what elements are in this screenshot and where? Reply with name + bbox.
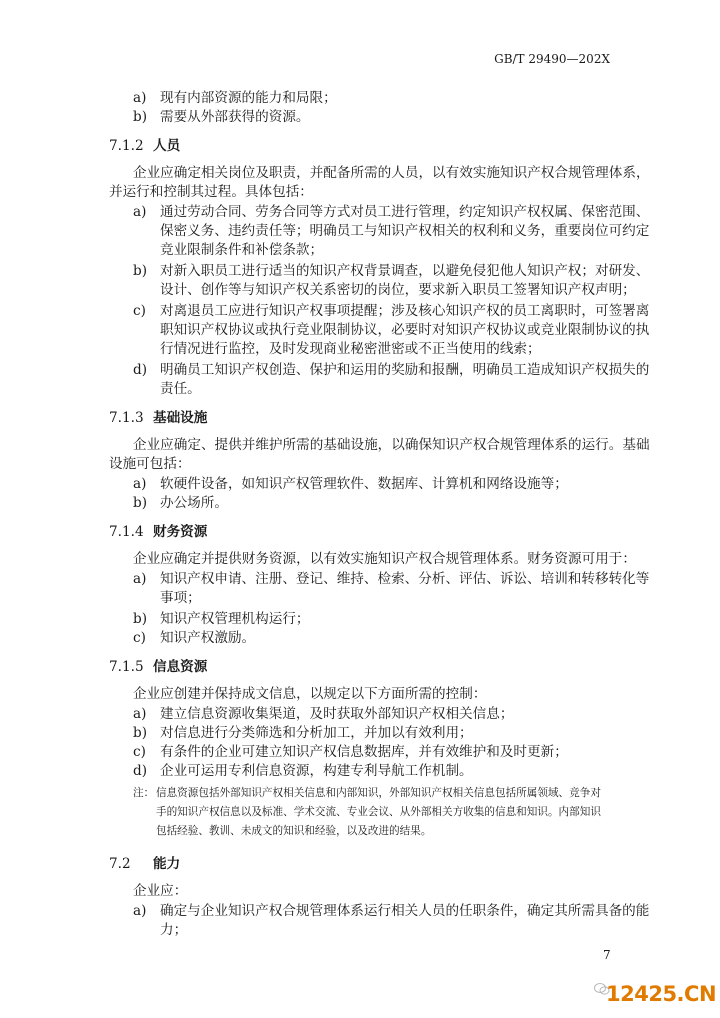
section-number: 7.1.3 [109, 410, 144, 426]
list-item [133, 92, 337, 106]
section-title: 人员 [153, 138, 181, 154]
list-marker: b) [133, 495, 148, 511]
list-marker: d) [133, 362, 148, 378]
section-number: 7.1.5 [109, 659, 144, 675]
section-number: 7.1.2 [109, 138, 144, 154]
section-heading [109, 858, 180, 872]
list-marker: a) [133, 571, 147, 587]
list-text: 知识产权管理机构运行； [160, 611, 310, 627]
list-text: 需要从外部获得的资源。 [160, 109, 310, 125]
list-marker: a) [133, 204, 147, 220]
list-text: 软硬件设备，如知识产权管理软件、数据库、计算机和网络设施等； [160, 476, 568, 492]
section-title: 财务资源 [153, 524, 208, 540]
note-text: 信息资源包括外部知识产权相关信息和内部知识，外部知识产权相关信息包括所属领域、竞争对 [156, 787, 601, 799]
list-marker: b) [133, 611, 148, 627]
list-marker: c) [133, 303, 146, 319]
paragraph-line: 企业应创建并保持成文信息，以规定以下方面所需的控制： [133, 686, 487, 702]
list-text: 确定与企业知识产权合规管理体系运行相关人员的任职条件，确定其所需具备的能 [160, 903, 650, 919]
list-marker: a) [133, 903, 147, 919]
list-text: 对新入职员工进行适当的知识产权背景调查，以避免侵犯他人知识产权；对研发、 [160, 263, 650, 279]
paragraph-line: 并运行和控制其过程。具体包括： [109, 184, 313, 200]
list-text: 办公场所。 [160, 495, 228, 511]
section-number: 7.1.4 [109, 524, 144, 540]
list-text: 职知识产权协议或执行竞业限制协议，必要时对知识产权协议或竞业限制协议的执 [160, 322, 650, 338]
list-text: 建立信息资源收集渠道，及时获取外部知识产权相关信息； [160, 706, 514, 722]
section-heading [109, 526, 207, 540]
list-text: 明确员工知识产权创造、保护和运用的奖励和报酬，明确员工造成知识产权损失的 [160, 362, 650, 378]
watermark-logo: 12425.CN [606, 982, 717, 1006]
list-marker: a) [133, 90, 147, 106]
paragraph-line: 企业应确定、提供并维护所需的基础设施，以确保知识产权合规管理体系的运行。基础 [133, 437, 650, 453]
note-text: 手的知识产权信息以及标准、学术交流、专业会议、从外部相关方收集的信息和知识。内部知识 [156, 806, 601, 818]
list-text: 对离退员工应进行知识产权事项提醒；涉及核心知识产权的员工离职时，可签署离 [160, 303, 650, 319]
list-marker: a) [133, 476, 147, 492]
section-heading [109, 412, 207, 426]
list-text: 竞业限制条件和补偿条款； [160, 242, 324, 258]
list-marker: c) [133, 630, 146, 646]
list-text: 知识产权激励。 [160, 630, 256, 646]
list-text: 设计、创作等与知识产权关系密切的岗位，要求新入职员工签署知识产权声明； [160, 282, 636, 298]
list-text: 对信息进行分类筛选和分析加工，并加以有效利用； [160, 725, 473, 741]
list-marker: b) [133, 109, 148, 125]
list-item [133, 111, 310, 125]
page-number: 7 [603, 948, 611, 962]
list-text: 力； [160, 922, 188, 938]
list-text: 知识产权申请、注册、登记、维持、检索、分析、评估、诉讼、培训和转移转化等 [160, 571, 650, 587]
section-title: 信息资源 [153, 659, 208, 675]
standard-code: GB/T 29490—202X [494, 52, 610, 66]
list-text: 有条件的企业可建立知识产权信息数据库，并有效维护和及时更新； [160, 744, 568, 760]
list-marker: a) [133, 706, 147, 722]
list-text: 保密义务、违约责任等；明确员工与知识产权相关的权利和义务，重要岗位可约定 [160, 223, 650, 239]
paragraph-line: 企业应确定并提供财务资源，以有效实施知识产权合规管理体系。财务资源可用于： [133, 551, 636, 567]
section-title: 基础设施 [153, 410, 208, 426]
section-heading [109, 661, 207, 675]
paragraph-line: 企业应： [133, 883, 188, 899]
paragraph-line: 设施可包括： [109, 456, 191, 472]
list-text: 企业可运用专利信息资源，构建专利导航工作机制。 [160, 763, 473, 779]
list-text: 事项； [160, 590, 201, 606]
list-text: 行情况进行监控，及时发现商业秘密泄密或不正当使用的线索； [160, 341, 541, 357]
section-heading [109, 140, 180, 154]
list-text: 通过劳动合同、劳务合同等方式对员工进行管理，约定知识产权权属、保密范围、 [160, 204, 650, 220]
list-marker: c) [133, 744, 146, 760]
note-text: 包括经验、教训、未成文的知识和经验，以及改进的结果。 [156, 825, 432, 837]
paragraph-line: 企业应确定相关岗位及职责，并配备所需的人员，以有效实施知识产权合规管理体系， [133, 165, 650, 181]
list-marker: d) [133, 763, 148, 779]
section-number: 7.2 [109, 856, 131, 872]
list-text: 现有内部资源的能力和局限； [160, 90, 337, 106]
list-text: 责任。 [160, 381, 201, 397]
section-title: 能力 [153, 856, 181, 872]
list-marker: b) [133, 263, 148, 279]
note-label: 注： [133, 787, 155, 799]
site-watermark [606, 982, 716, 1006]
list-marker: b) [133, 725, 148, 741]
